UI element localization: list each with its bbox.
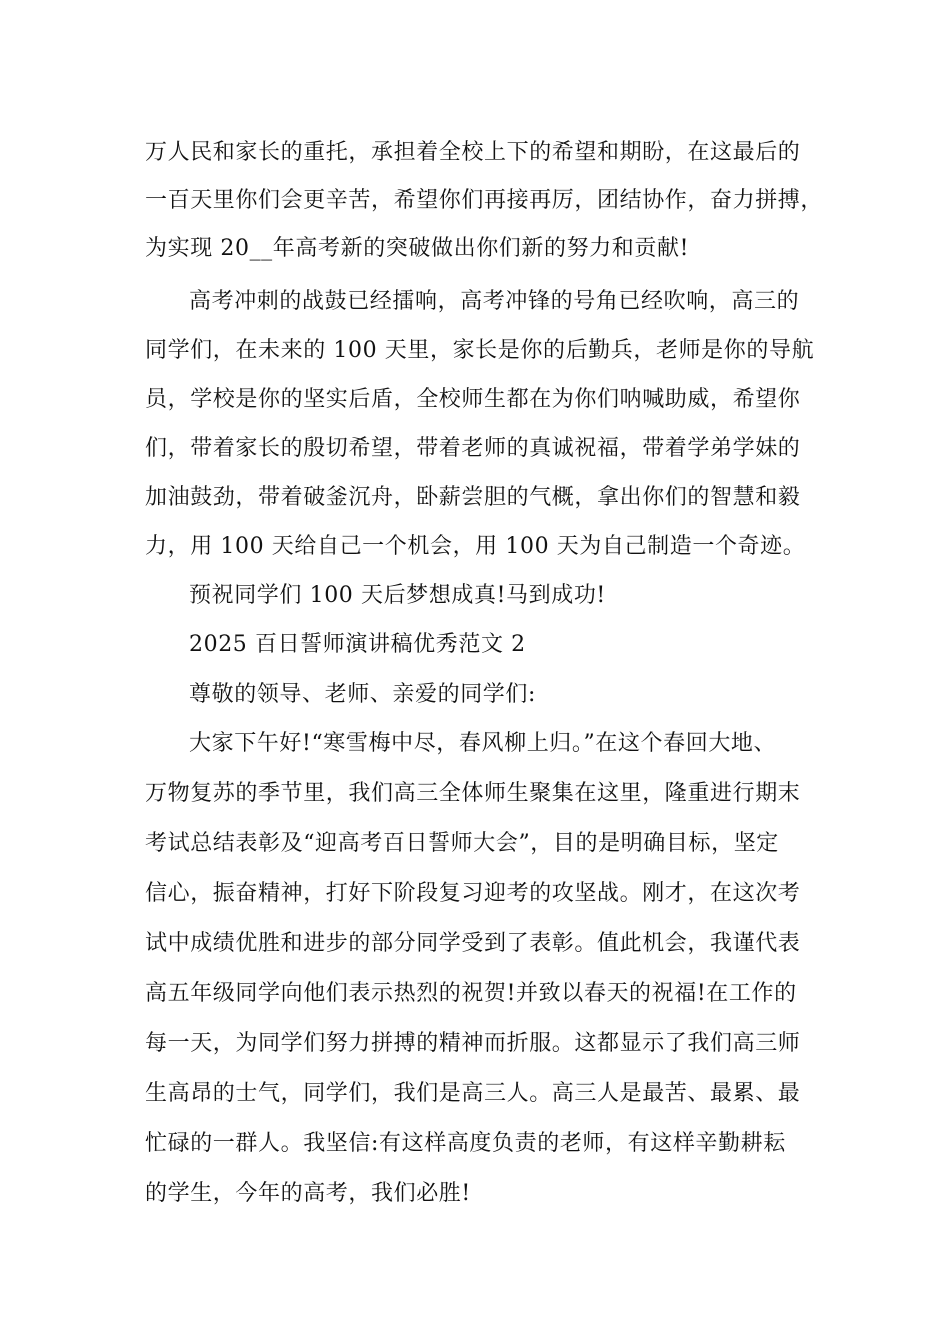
text-line: 的学生，今年的高考，我们必胜! — [145, 1181, 471, 1206]
salutation-line: 尊敬的领导、老师、亲爱的同学们: — [189, 682, 537, 707]
text-line: 忙碌的一群人。我坚信:有这样高度负责的老师，有这样辛勤耕耘 — [145, 1131, 786, 1156]
text-line: 一百天里你们会更辛苦，希望你们再接再厉，团结协作，奋力拼搏， — [145, 188, 824, 213]
text-line: 万人民和家长的重托，承担着全校上下的希望和期盼，在这最后的 — [145, 140, 801, 165]
paragraph-start-line: 大家下午好!“寒雪梅中尽，春风柳上归。”在这个春回大地、 — [189, 731, 777, 756]
text-line: 信心，振奋精神，打好下阶段复习迎考的攻坚战。刚才，在这次考 — [145, 881, 801, 906]
text-line: 们，带着家长的殷切希望，带着老师的真诚祝福，带着学弟学妹的 — [145, 436, 801, 461]
closing-wish-line: 预祝同学们 100 天后梦想成真!马到成功! — [189, 583, 606, 608]
text-line: 同学们，在未来的 100 天里，家长是你的后勤兵，老师是你的导航 — [145, 338, 815, 363]
text-line: 加油鼓劲，带着破釜沉舟，卧薪尝胆的气概，拿出你们的智慧和毅 — [145, 485, 801, 510]
text-line: 试中成绩优胜和进步的部分同学受到了表彰。值此机会，我谨代表 — [145, 931, 801, 956]
text-line: 为实现 20__年高考新的突破做出你们新的努力和贡献! — [145, 236, 690, 261]
section-heading: 2025 百日誓师演讲稿优秀范文 2 — [189, 632, 526, 657]
text-line: 高五年级同学向他们表示热烈的祝贺!并致以春天的祝福!在工作的 — [145, 981, 797, 1006]
text-line: 考试总结表彰及“迎高考百日誓师大会”，目的是明确目标，坚定 — [145, 831, 779, 856]
text-line: 每一天，为同学们努力拼搏的精神而折服。这都显示了我们高三师 — [145, 1031, 801, 1056]
text-line: 万物复苏的季节里，我们高三全体师生聚集在这里，隆重进行期末 — [145, 781, 801, 806]
text-line: 生高昂的士气，同学们，我们是高三人。高三人是最苦、最累、最 — [145, 1081, 801, 1106]
text-line: 员，学校是你的坚实后盾，全校师生都在为你们呐喊助威，希望你 — [145, 387, 801, 412]
text-line: 力，用 100 天给自己一个机会，用 100 天为自己制造一个奇迹。 — [145, 534, 806, 559]
paragraph-start-line: 高考冲刺的战鼓已经擂响，高考冲锋的号角已经吹响，高三的 — [189, 289, 800, 314]
